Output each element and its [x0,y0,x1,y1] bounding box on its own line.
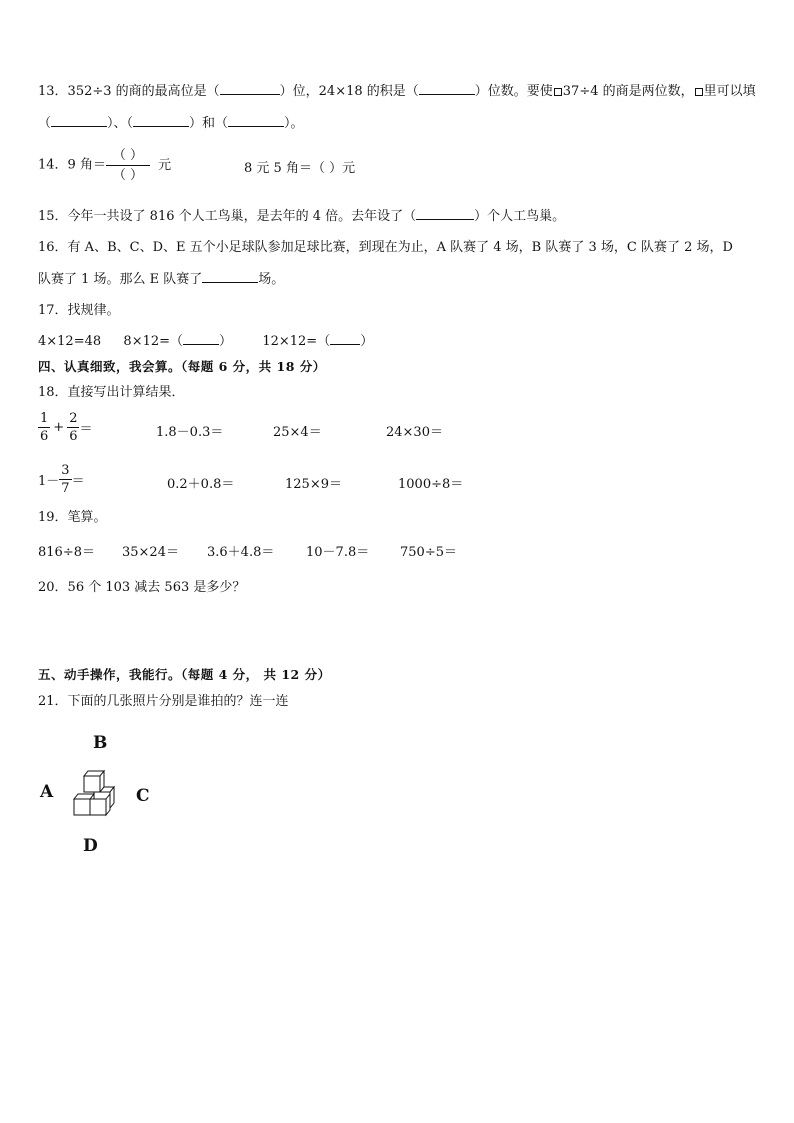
q13-paren: ）、（ [107,116,134,131]
answer-blank[interactable] [133,114,189,127]
view-label-b[interactable] [93,733,107,753]
q17-expr-3: 12×12=（ [262,334,331,349]
cube-front-face [74,799,90,815]
question-13-line2 [38,114,304,133]
label-c-text: C [136,786,150,806]
fraction [67,410,79,445]
q18-expr: 125×9＝ [285,477,342,492]
q13-text-4: 37÷4 的商是两位数， [562,84,694,99]
q18-title: 18．直接写出计算结果． [38,385,185,400]
q18-expr: 25×4＝ [273,425,322,440]
q13-text-1: 13．352÷3 的商的最高位是（ [38,84,220,99]
q13-paren: ）和（ [189,116,229,131]
q18-expr: 1.8－0.3＝ [156,425,224,440]
label-d-text: D [83,836,98,856]
q18-expr: 0.2＋0.8＝ [167,477,235,492]
question-14-part2 [244,160,355,178]
q14-prefix: 14．9 角＝ [38,157,106,173]
answer-blank[interactable] [202,270,258,283]
question-16-line2 [38,270,284,289]
q13-paren: （ [38,116,52,131]
label-a-text: A [40,782,54,802]
answer-blank[interactable] [51,114,107,127]
q18-item-8 [398,473,463,492]
answer-blank[interactable] [419,82,475,95]
q13-text-5: 里可以填 [703,84,756,99]
answer-blank[interactable] [183,332,219,345]
question-20 [38,579,245,597]
q18-item-2 [156,421,223,440]
q17-title: 17．找规律。 [38,303,120,318]
q18-item-7 [285,473,342,492]
section-5-heading [38,666,331,684]
q19-expr: 816÷8＝ [38,545,95,560]
q18-expr: 24×30＝ [386,425,443,440]
q14-text-2: 8 元 5 角＝（ ）元 [244,161,356,176]
q18-item-4 [386,421,443,440]
q19-expr: 750÷5＝ [400,545,457,560]
q19-expr: 3.6＋4.8＝ [207,545,275,560]
q14-frac-den: （ ） [112,168,144,183]
q19-item-3 [207,541,274,560]
q13-paren: ）。 [284,116,304,131]
q18-item-5 [38,462,85,497]
denominator: 6 [40,429,49,444]
q18-expr: 1－ [38,474,60,489]
numerator: 3 [61,463,70,478]
equals: ＝ [71,474,85,489]
q18-expr: 1000÷8＝ [398,477,464,492]
answer-blank[interactable] [228,114,284,127]
answer-blank[interactable] [330,332,360,345]
view-label-c[interactable] [136,786,150,806]
denominator: 7 [61,481,70,496]
view-label-d[interactable] [83,836,98,856]
question-21 [38,693,289,711]
question-19-title [38,509,107,527]
question-17-pattern [38,332,373,351]
q19-item-1 [38,541,95,560]
section-4-heading [38,358,326,376]
q18-item-1 [38,410,92,445]
q16-text-3: 场。 [258,272,285,287]
section-5-title: 五、动手操作，我能行。（每题 4 分， 共 12 分） [38,667,331,682]
placeholder-box-icon [554,88,562,96]
answer-blank[interactable] [220,82,280,95]
question-13-line1 [38,82,756,101]
q18-item-3 [273,421,322,440]
q15-text: 15．今年一共设了 816 个人工鸟巢，是去年的 4 倍。去年设了（ [38,209,417,224]
q17-expr-2: 8×12=（ [123,334,184,349]
cube-front-face [90,799,106,815]
q14-frac-num: （ ） [106,146,150,166]
view-label-a[interactable] [40,782,53,802]
q19-item-5 [400,541,457,560]
equals: ＝ [79,422,93,437]
fraction [59,462,71,497]
question-17-title [38,302,120,320]
question-14 [38,146,171,185]
q17-paren: ） [219,334,233,349]
q16-text-1: 16．有 A、B、C、D、E 五个小足球队参加足球比赛，到现在为止，A 队赛了 4 场，B 队赛了 3 场，C 队赛了 2 场，D [38,240,733,255]
question-15 [38,207,565,226]
q16-text-2: 队赛了 1 场。那么 E 队赛了 [38,272,203,287]
q14-fraction[interactable] [106,146,150,185]
label-b-text: B [93,733,108,753]
cube-stack-figure [70,766,120,821]
numerator: 1 [40,411,49,426]
question-18-title [38,384,185,402]
placeholder-box-icon [695,88,703,96]
cube-front-face [84,776,100,792]
fraction [38,410,50,445]
q15-text-after: ）个人工鸟巢。 [474,209,566,224]
q19-item-2 [122,541,179,560]
q19-expr: 10－7.8＝ [306,545,370,560]
q17-paren: ） [360,334,374,349]
q14-unit: 元 [158,157,172,173]
q19-title: 19．笔算。 [38,510,107,525]
numerator: 2 [69,411,78,426]
q18-item-6 [167,473,234,492]
denominator: 6 [69,429,78,444]
answer-blank[interactable] [416,207,474,220]
q19-item-4 [306,541,369,560]
section-4-title: 四、认真细致，我会算。（每题 6 分，共 18 分） [38,359,326,374]
q20-text: 20．56 个 103 减去 563 是多少？ [38,580,246,595]
q13-text-3: ）位数。要使 [474,84,553,99]
operator: + [53,420,65,435]
q19-expr: 35×24＝ [122,545,179,560]
q21-text: 21．下面的几张照片分别是谁拍的？连一连 [38,694,289,709]
q13-text-2: ）位，24×18 的积是（ [279,84,419,99]
cube-top-face [74,794,94,799]
q17-expr-1: 4×12=48 [38,334,102,349]
question-16-line1 [38,239,733,257]
